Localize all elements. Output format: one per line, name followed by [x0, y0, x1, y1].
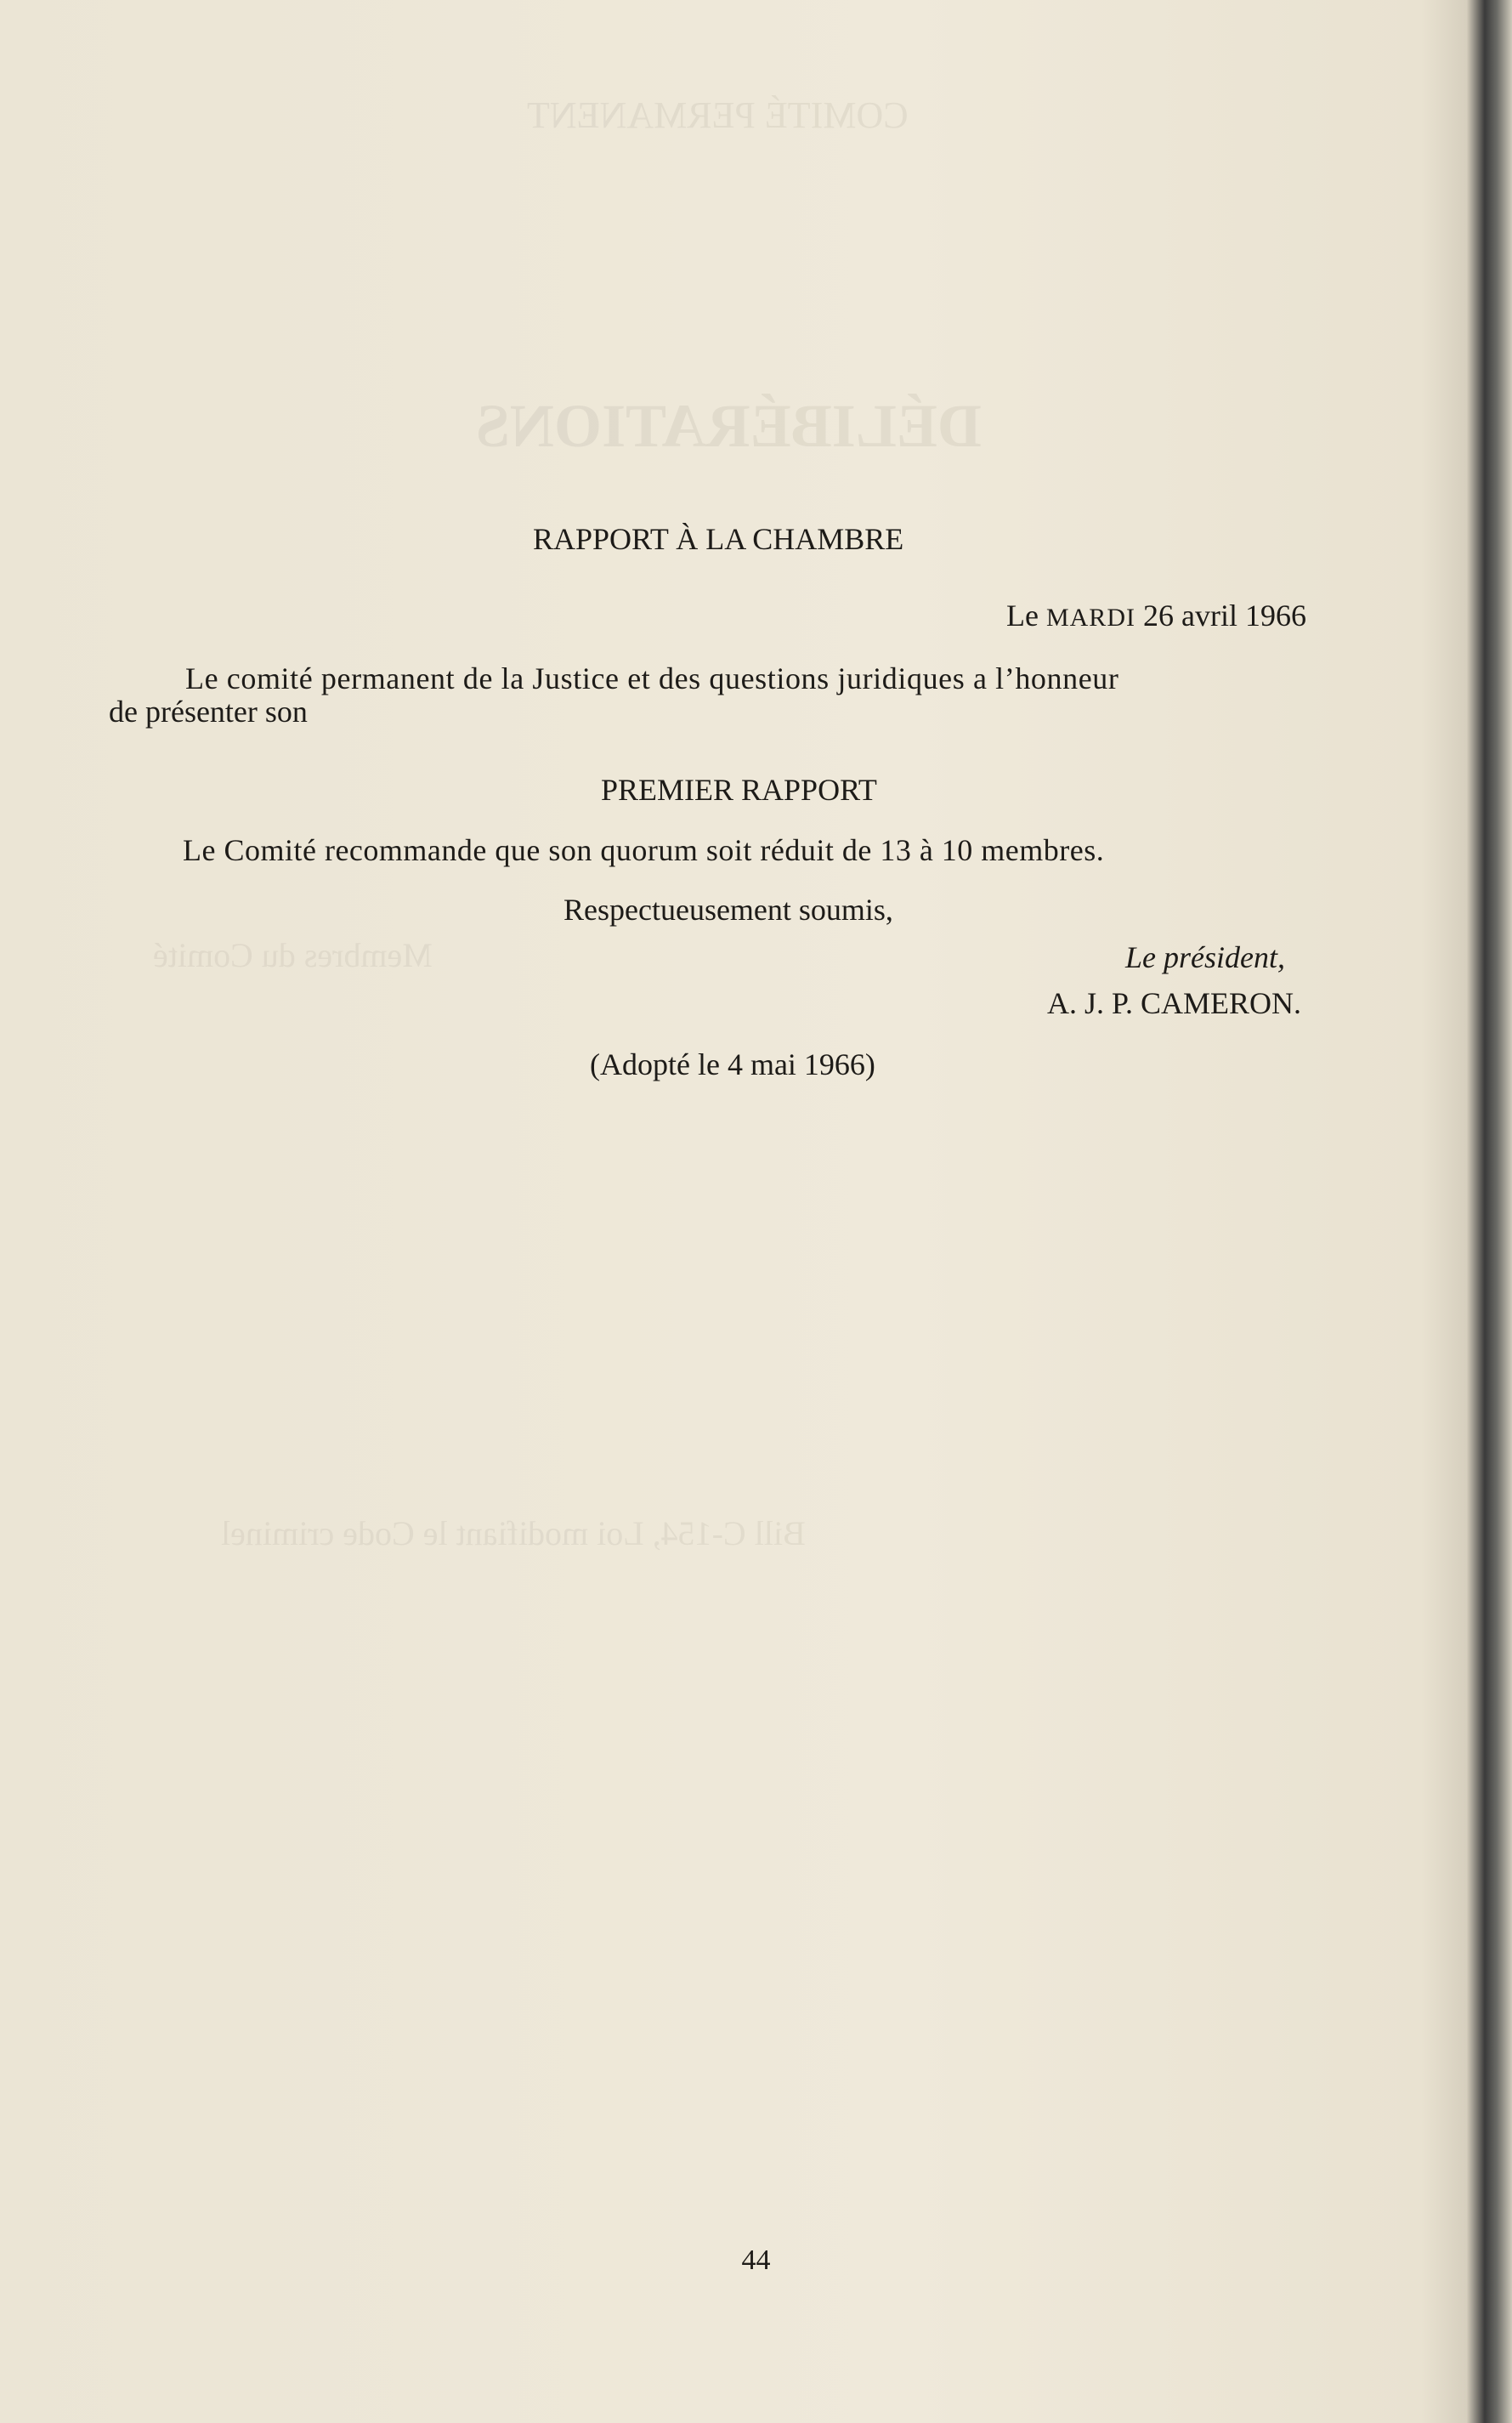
- date-rest: 26 avril 1966: [1142, 599, 1306, 633]
- bleed-through-block: DÉLIBÉRATIONS: [476, 392, 982, 460]
- signature-name: A. J. P. CAMERON.: [1047, 986, 1302, 1020]
- closing-phrase: Respectueusement soumis,: [563, 893, 893, 927]
- intro-line-2: de présenter son: [109, 695, 308, 729]
- bleed-through-block: Membres du Comité: [153, 936, 433, 974]
- report-date: [1006, 597, 1306, 637]
- date-weekday: MARDI: [1045, 604, 1135, 632]
- adoption-note: (Adopté le 4 mai 1966): [590, 1047, 875, 1081]
- recommendation: Le Comité recommande que son quorum soit réduit de 13 à 10 membres.: [183, 833, 1105, 867]
- bleed-through-block: Bill C-154, Loi modifiant le Code criminel: [221, 1514, 806, 1552]
- signature-role: Le président,: [1125, 940, 1285, 974]
- intro-line-1: Le comité permanent de la Justice et des questions juridiques a l’honneur: [185, 661, 1119, 695]
- bleed-through-block: COMITÉ PERMANENT: [527, 94, 909, 136]
- date-prefix: Le: [1006, 599, 1039, 633]
- report-heading: PREMIER RAPPORT: [601, 773, 877, 807]
- page-number: 44: [741, 2244, 771, 2276]
- report-title: RAPPORT À LA CHAMBRE: [533, 522, 904, 556]
